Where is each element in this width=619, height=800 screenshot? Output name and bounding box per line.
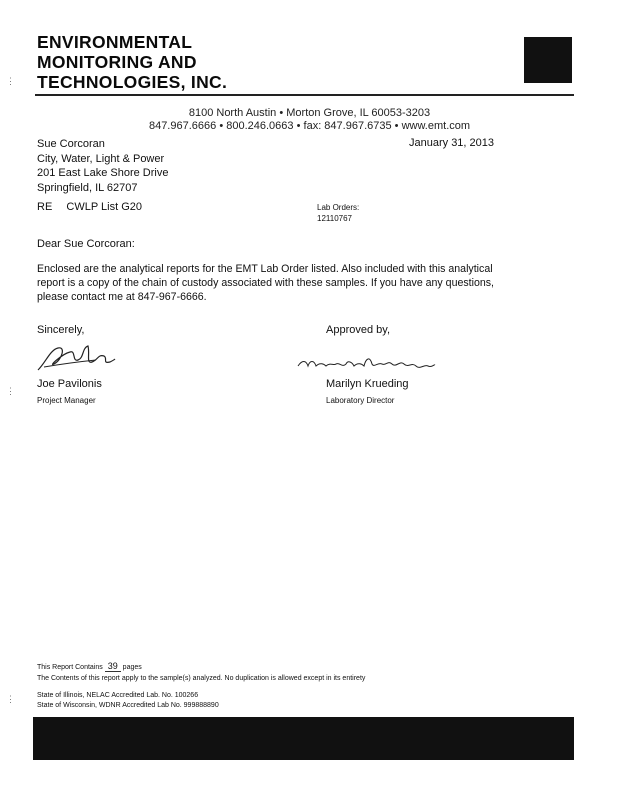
- lab-order-number: 12110767: [317, 214, 352, 223]
- company-phone-2: 800.246.0663: [226, 120, 294, 132]
- company-name-line-3: TECHNOLOGIES, INC.: [37, 72, 228, 92]
- signature-marilyn-krueding: [296, 352, 436, 376]
- accreditations: [37, 691, 219, 711]
- recipient-city: Springfield, IL 62707: [37, 181, 138, 194]
- closing-sincerely: Sincerely,: [37, 324, 85, 336]
- logo-black-box: [524, 37, 572, 83]
- signer2-name: Marilyn Krueding: [326, 378, 409, 390]
- company-website: www.emt.com: [401, 120, 471, 132]
- scan-mark: ⋮: [6, 76, 15, 86]
- re-line: [37, 201, 142, 213]
- re-label: RE: [37, 201, 53, 213]
- lab-orders: [317, 202, 359, 224]
- accreditation-wisconsin: State of Wisconsin, WDNR Accredited Lab No. 999888890: [37, 702, 219, 709]
- company-name: [37, 32, 227, 92]
- company-fax: fax: 847.967.6735: [303, 120, 392, 132]
- company-phone: 847.967.6666: [148, 120, 217, 132]
- footer-black-bar: [33, 717, 574, 760]
- recipient-org: City, Water, Light & Power: [37, 152, 165, 165]
- re-value: CWLP List G20: [66, 201, 143, 213]
- report-disclaimer: The Contents of this report apply to the sample(s) analyzed. No duplication is allowed except in its entirety: [37, 675, 366, 682]
- salutation: Dear Sue Corcoran:: [37, 238, 135, 250]
- closing-approved: Approved by,: [326, 324, 391, 336]
- signer2-title: Laboratory Director: [326, 396, 395, 405]
- signer1-title: Project Manager: [37, 396, 96, 405]
- scan-mark: ⋮: [6, 386, 15, 396]
- company-name-line-2: MONITORING AND: [37, 52, 197, 72]
- page-count: 39: [105, 661, 121, 672]
- report-contains-prefix: This Report Contains: [37, 664, 103, 671]
- recipient-block: [37, 137, 168, 195]
- company-address: 8100 North Austin • Morton Grove, IL 60053-3203: [188, 107, 431, 119]
- company-name-line-1: ENVIRONMENTAL: [37, 32, 193, 52]
- recipient-name: Sue Corcoran: [37, 138, 105, 150]
- recipient-street: 201 East Lake Shore Drive: [37, 167, 169, 179]
- accreditation-illinois: State of Illinois, NELAC Accredited Lab. No. 100266: [37, 692, 199, 699]
- letter-date: January 31, 2013: [409, 137, 495, 149]
- company-contact-line: 847.967.6666 • 800.246.0663 • fax: 847.967.6735 • www.emt.com: [148, 120, 471, 132]
- header-rule: [35, 94, 574, 96]
- signature-joe-pavilonis: [36, 340, 116, 374]
- signer1-name: Joe Pavilonis: [37, 378, 102, 390]
- report-page-count: [37, 661, 142, 672]
- scan-mark: ⋮: [6, 694, 15, 704]
- letter-body: Enclosed are the analytical reports for the EMT Lab Order listed. Also included with this analytical report is a copy of the chain of custody associated with these samples. If you have any questions, please contact me at 847-967-6666.: [37, 263, 494, 303]
- lab-orders-label: Lab Orders:: [317, 203, 360, 212]
- report-contains-suffix: pages: [122, 664, 142, 671]
